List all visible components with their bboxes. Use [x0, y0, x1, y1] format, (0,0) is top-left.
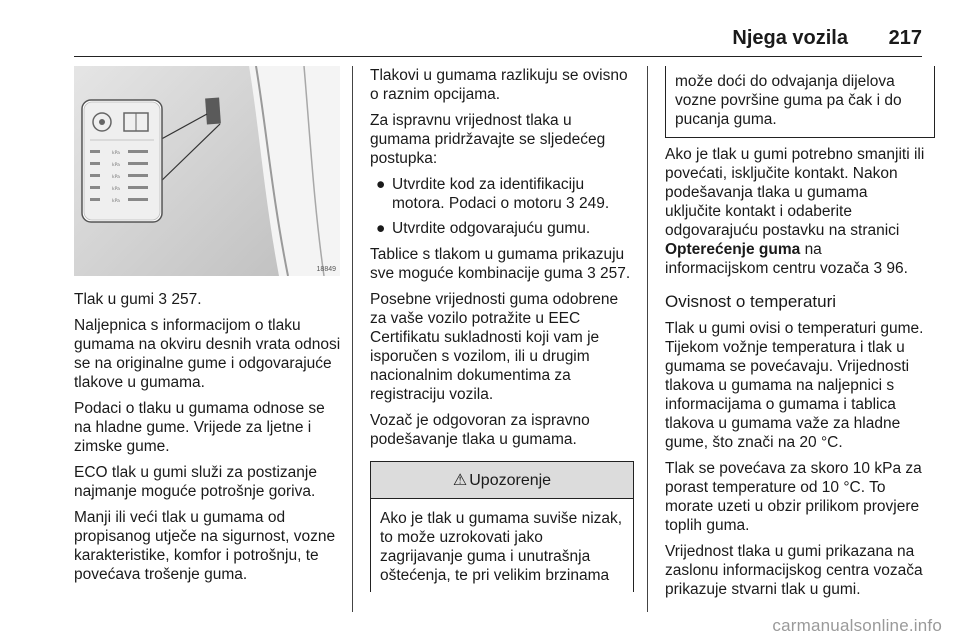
- tyre-label-illustration: [74, 66, 340, 276]
- page-number: 217: [888, 27, 922, 49]
- paragraph: [665, 145, 927, 278]
- figure-code: 18849: [316, 266, 336, 273]
- paragraph: Vrijednost tlaka u gumi prikazana na zaslonu informacijskog centra vozača prikazuje stvarni tlak u gumi.: [665, 543, 923, 598]
- paragraph: Posebne vrijednosti guma odobrene za vaše vozilo potražite u EEC Certifikatu sukladnosti koji vam je isporučen s vozilom, ili u drugim nacionalnim dokumentima za registraciju vozila.: [370, 291, 619, 403]
- warning-continuation: može doći do odvajanja dijelova vozne površine guma pa čak i do pucanja guma.: [665, 66, 935, 138]
- paragraph-text: na informacijskom centru vozača 3 96.: [665, 241, 908, 277]
- list-item-text: Utvrdite odgovarajuću gumu.: [392, 220, 591, 237]
- paragraph: Tlak u gumi ovisi o temperaturi gume. Tijekom vožnje temperatura i tlak u gumama se povećavaju. Vrijednosti tlakova u gumama na naljepnici s informacijama o gumama i tablica tlakova u gumama važe za hladne gume, što znači na 20 °C.: [665, 320, 924, 451]
- bullet-list: [370, 175, 634, 238]
- watermark: carmanualsonline.info: [772, 616, 942, 635]
- warning-triangle-icon: ⚠: [452, 471, 468, 489]
- svg-text:kPa: kPa: [112, 175, 120, 180]
- svg-text:kPa: kPa: [112, 199, 120, 204]
- bullet-icon: ●: [376, 176, 386, 193]
- column-divider: [352, 66, 353, 612]
- warning-title: Upozorenje: [469, 471, 552, 489]
- svg-text:kPa: kPa: [112, 187, 120, 192]
- column-2: [370, 66, 634, 592]
- section-title: Njega vozila: [732, 27, 848, 49]
- column-1: [74, 290, 342, 591]
- paragraph: Vozač je odgovoran za ispravno podešavanje tlaka u gumama.: [370, 412, 590, 448]
- list-item: [370, 175, 634, 213]
- warning-body: Ako je tlak u gumama suviše nizak, to može uzrokovati jako zagrijavanje guma i unutrašnja oštećenja, te pri velikim brzinama: [380, 510, 623, 584]
- paragraph: Tablice s tlakom u gumama prikazuju sve moguće kombinacije guma 3 257.: [370, 246, 631, 282]
- svg-text:kPa: kPa: [112, 163, 120, 168]
- paragraph: ECO tlak u gumi služi za postizanje najmanje moguće potrošnje goriva.: [74, 464, 317, 500]
- subheading: Ovisnost o temperaturi: [665, 292, 837, 311]
- list-item-text: Utvrdite kod za identifikaciju motora. Podaci o motoru 3 249.: [392, 176, 610, 212]
- svg-text:kPa: kPa: [112, 151, 120, 156]
- warning-header: [371, 462, 633, 499]
- bullet-icon: ●: [376, 220, 386, 237]
- page-header: [0, 0, 960, 56]
- header-rule: [74, 56, 922, 57]
- paragraph: Za ispravnu vrijednost tlaka u gumama pridržavajte se sljedećeg postupka:: [370, 112, 606, 167]
- paragraph: Tlak se povećava za skoro 10 kPa za porast temperature od 10 °C. To morate uzeti u obzir prilikom provjere toplih guma.: [665, 460, 922, 534]
- door-frame-drawing: [74, 66, 340, 276]
- paragraph: Manji ili veći tlak u gumama od propisanog utječe na sigurnost, vozne karakteristike, komfor i potrošnju, te povećava trošenje guma.: [74, 509, 336, 583]
- paragraph: Tlakovi u gumama razlikuju se ovisno o raznim opcijama.: [370, 67, 628, 103]
- warning-box: [370, 461, 634, 592]
- paragraph: Podaci o tlaku u gumama odnose se na hladne gume. Vrijede za ljetne i zimske gume.: [74, 400, 325, 455]
- column-divider: [647, 66, 648, 612]
- paragraph: Naljepnica s informacijom o tlaku gumama na okviru desnih vrata odnosi se na originalne gume i odgovarajuće tlakove u gumama.: [74, 317, 341, 391]
- column-3: [665, 145, 927, 606]
- menu-term: Opterećenje guma: [665, 241, 801, 258]
- paragraph-text: Ako je tlak u gumi potrebno smanjiti ili povećati, isključite kontakt. Nakon podešavanja tlaka u gumama uključite kontakt i odaberite odgovarajuću postavku na stranici: [665, 146, 925, 239]
- figure-caption: Tlak u gumi 3 257.: [74, 291, 202, 308]
- list-item: [370, 219, 634, 238]
